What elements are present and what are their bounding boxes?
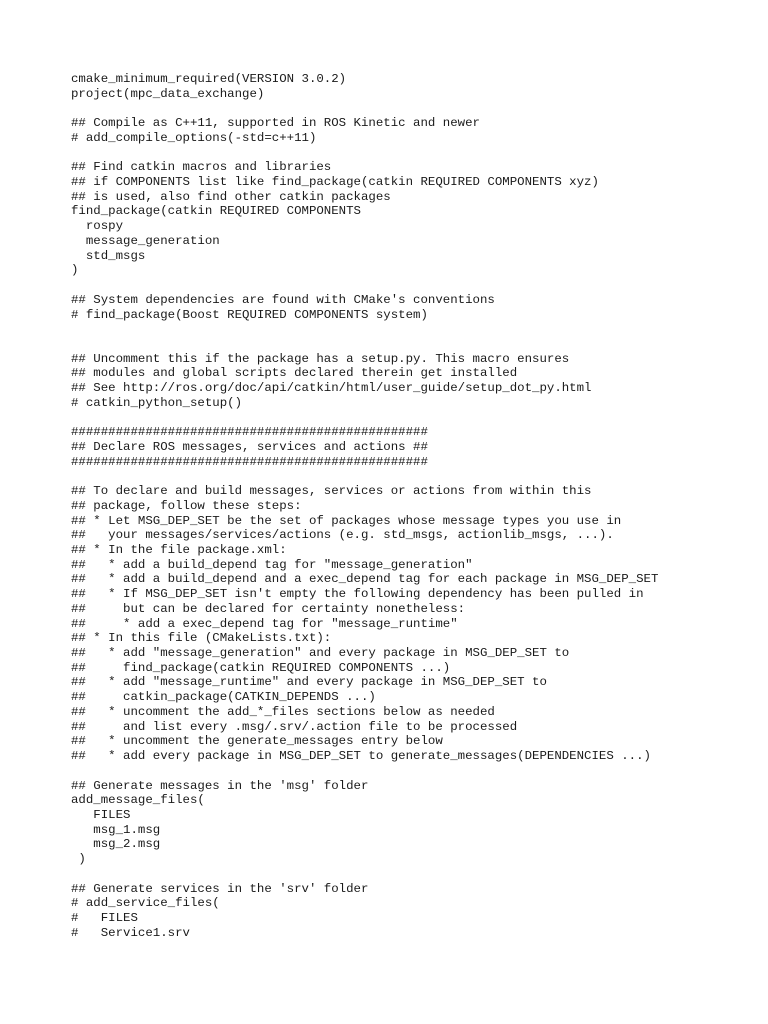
code-line: ## Find catkin macros and libraries: [71, 160, 332, 175]
code-line: ## * add "message_runtime" and every package in MSG_DEP_SET to: [71, 675, 547, 690]
code-line: ## * Let MSG_DEP_SET be the set of packages whose message types you use in: [71, 513, 622, 528]
code-line: [71, 867, 658, 882]
code-line: FILES: [71, 807, 131, 822]
code-line: msg_1.msg: [71, 822, 161, 837]
code-line: ## * add every package in MSG_DEP_SET to generate_messages(DEPENDENCIES ...): [71, 749, 651, 764]
code-line: ################################################: [71, 454, 428, 469]
code-line: ## Generate services in the 'srv' folder: [71, 881, 369, 896]
code-line: ## modules and global scripts declared therein get installed: [71, 366, 518, 381]
code-line: ## and list every .msg/.srv/.action file to be processed: [71, 719, 518, 734]
code-line: ## To declare and build messages, services or actions from within this: [71, 484, 592, 499]
code-line: ): [71, 263, 79, 278]
code-line: ## * If MSG_DEP_SET isn't empty the following dependency has been pulled in: [71, 587, 644, 602]
code-line: ## * uncomment the generate_messages entry below: [71, 734, 443, 749]
code-line: std_msgs: [71, 248, 146, 263]
code-line: [71, 101, 658, 116]
code-line: ## package, follow these steps:: [71, 498, 302, 513]
code-line: ## find_package(catkin REQUIRED COMPONENTS ...): [71, 660, 451, 675]
code-line: add_message_files(: [71, 793, 205, 808]
code-line: ## Uncomment this if the package has a setup.py. This macro ensures: [71, 351, 570, 366]
code-line: ## your messages/services/actions (e.g. std_msgs, actionlib_msgs, ...).: [71, 528, 614, 543]
code-line: # FILES: [71, 910, 138, 925]
code-line: [71, 278, 658, 293]
code-line: # catkin_python_setup(): [71, 395, 243, 410]
code-line: msg_2.msg: [71, 837, 161, 852]
code-line: # Service1.srv: [71, 925, 190, 940]
code-line: [71, 469, 658, 484]
code-line: ## * uncomment the add_*_files sections below as needed: [71, 704, 495, 719]
code-line: [71, 337, 658, 352]
cmake-listing: [71, 72, 658, 940]
code-line: cmake_minimum_required(VERSION 3.0.2): [71, 72, 347, 86]
code-line: ## catkin_package(CATKIN_DEPENDS ...): [71, 690, 376, 705]
code-line: [71, 146, 658, 161]
code-line: ## System dependencies are found with CMake's conventions: [71, 292, 495, 307]
code-line: ## if COMPONENTS list like find_package(catkin REQUIRED COMPONENTS xyz): [71, 175, 599, 190]
code-line: ## is used, also find other catkin packages: [71, 189, 391, 204]
code-line: ): [71, 852, 86, 867]
code-line: [71, 411, 658, 426]
code-line: message_generation: [71, 233, 220, 248]
code-line: [71, 764, 658, 779]
code-line: ## * add a exec_depend tag for "message_runtime": [71, 616, 458, 631]
code-line: ## Declare ROS messages, services and actions ##: [71, 439, 428, 454]
code-line: ## * add a build_depend and a exec_depend tag for each package in MSG_DEP_SET: [71, 572, 659, 587]
code-line: ## * add a build_depend tag for "message_generation": [71, 557, 473, 572]
code-line: # find_package(Boost REQUIRED COMPONENTS system): [71, 307, 428, 322]
code-line: rospy: [71, 219, 124, 234]
code-line: ## * add "message_generation" and every package in MSG_DEP_SET to: [71, 646, 570, 661]
code-line: ## See http://ros.org/doc/api/catkin/html/user_guide/setup_dot_py.html: [71, 381, 592, 396]
code-line: # add_compile_options(-std=c++11): [71, 130, 317, 145]
code-line: ## Generate messages in the 'msg' folder: [71, 778, 369, 793]
code-line: ## * In this file (CMakeLists.txt):: [71, 631, 332, 646]
code-line: [71, 322, 658, 337]
code-line: ## * In the file package.xml:: [71, 543, 287, 557]
code-line: ## Compile as C++11, supported in ROS Kinetic and newer: [71, 116, 480, 131]
code-line: project(mpc_data_exchange): [71, 86, 265, 101]
code-line: ################################################: [71, 425, 428, 440]
code-line: ## but can be declared for certainty nonetheless:: [71, 601, 466, 616]
code-line: find_package(catkin REQUIRED COMPONENTS: [71, 204, 361, 219]
code-line: # add_service_files(: [71, 896, 220, 911]
